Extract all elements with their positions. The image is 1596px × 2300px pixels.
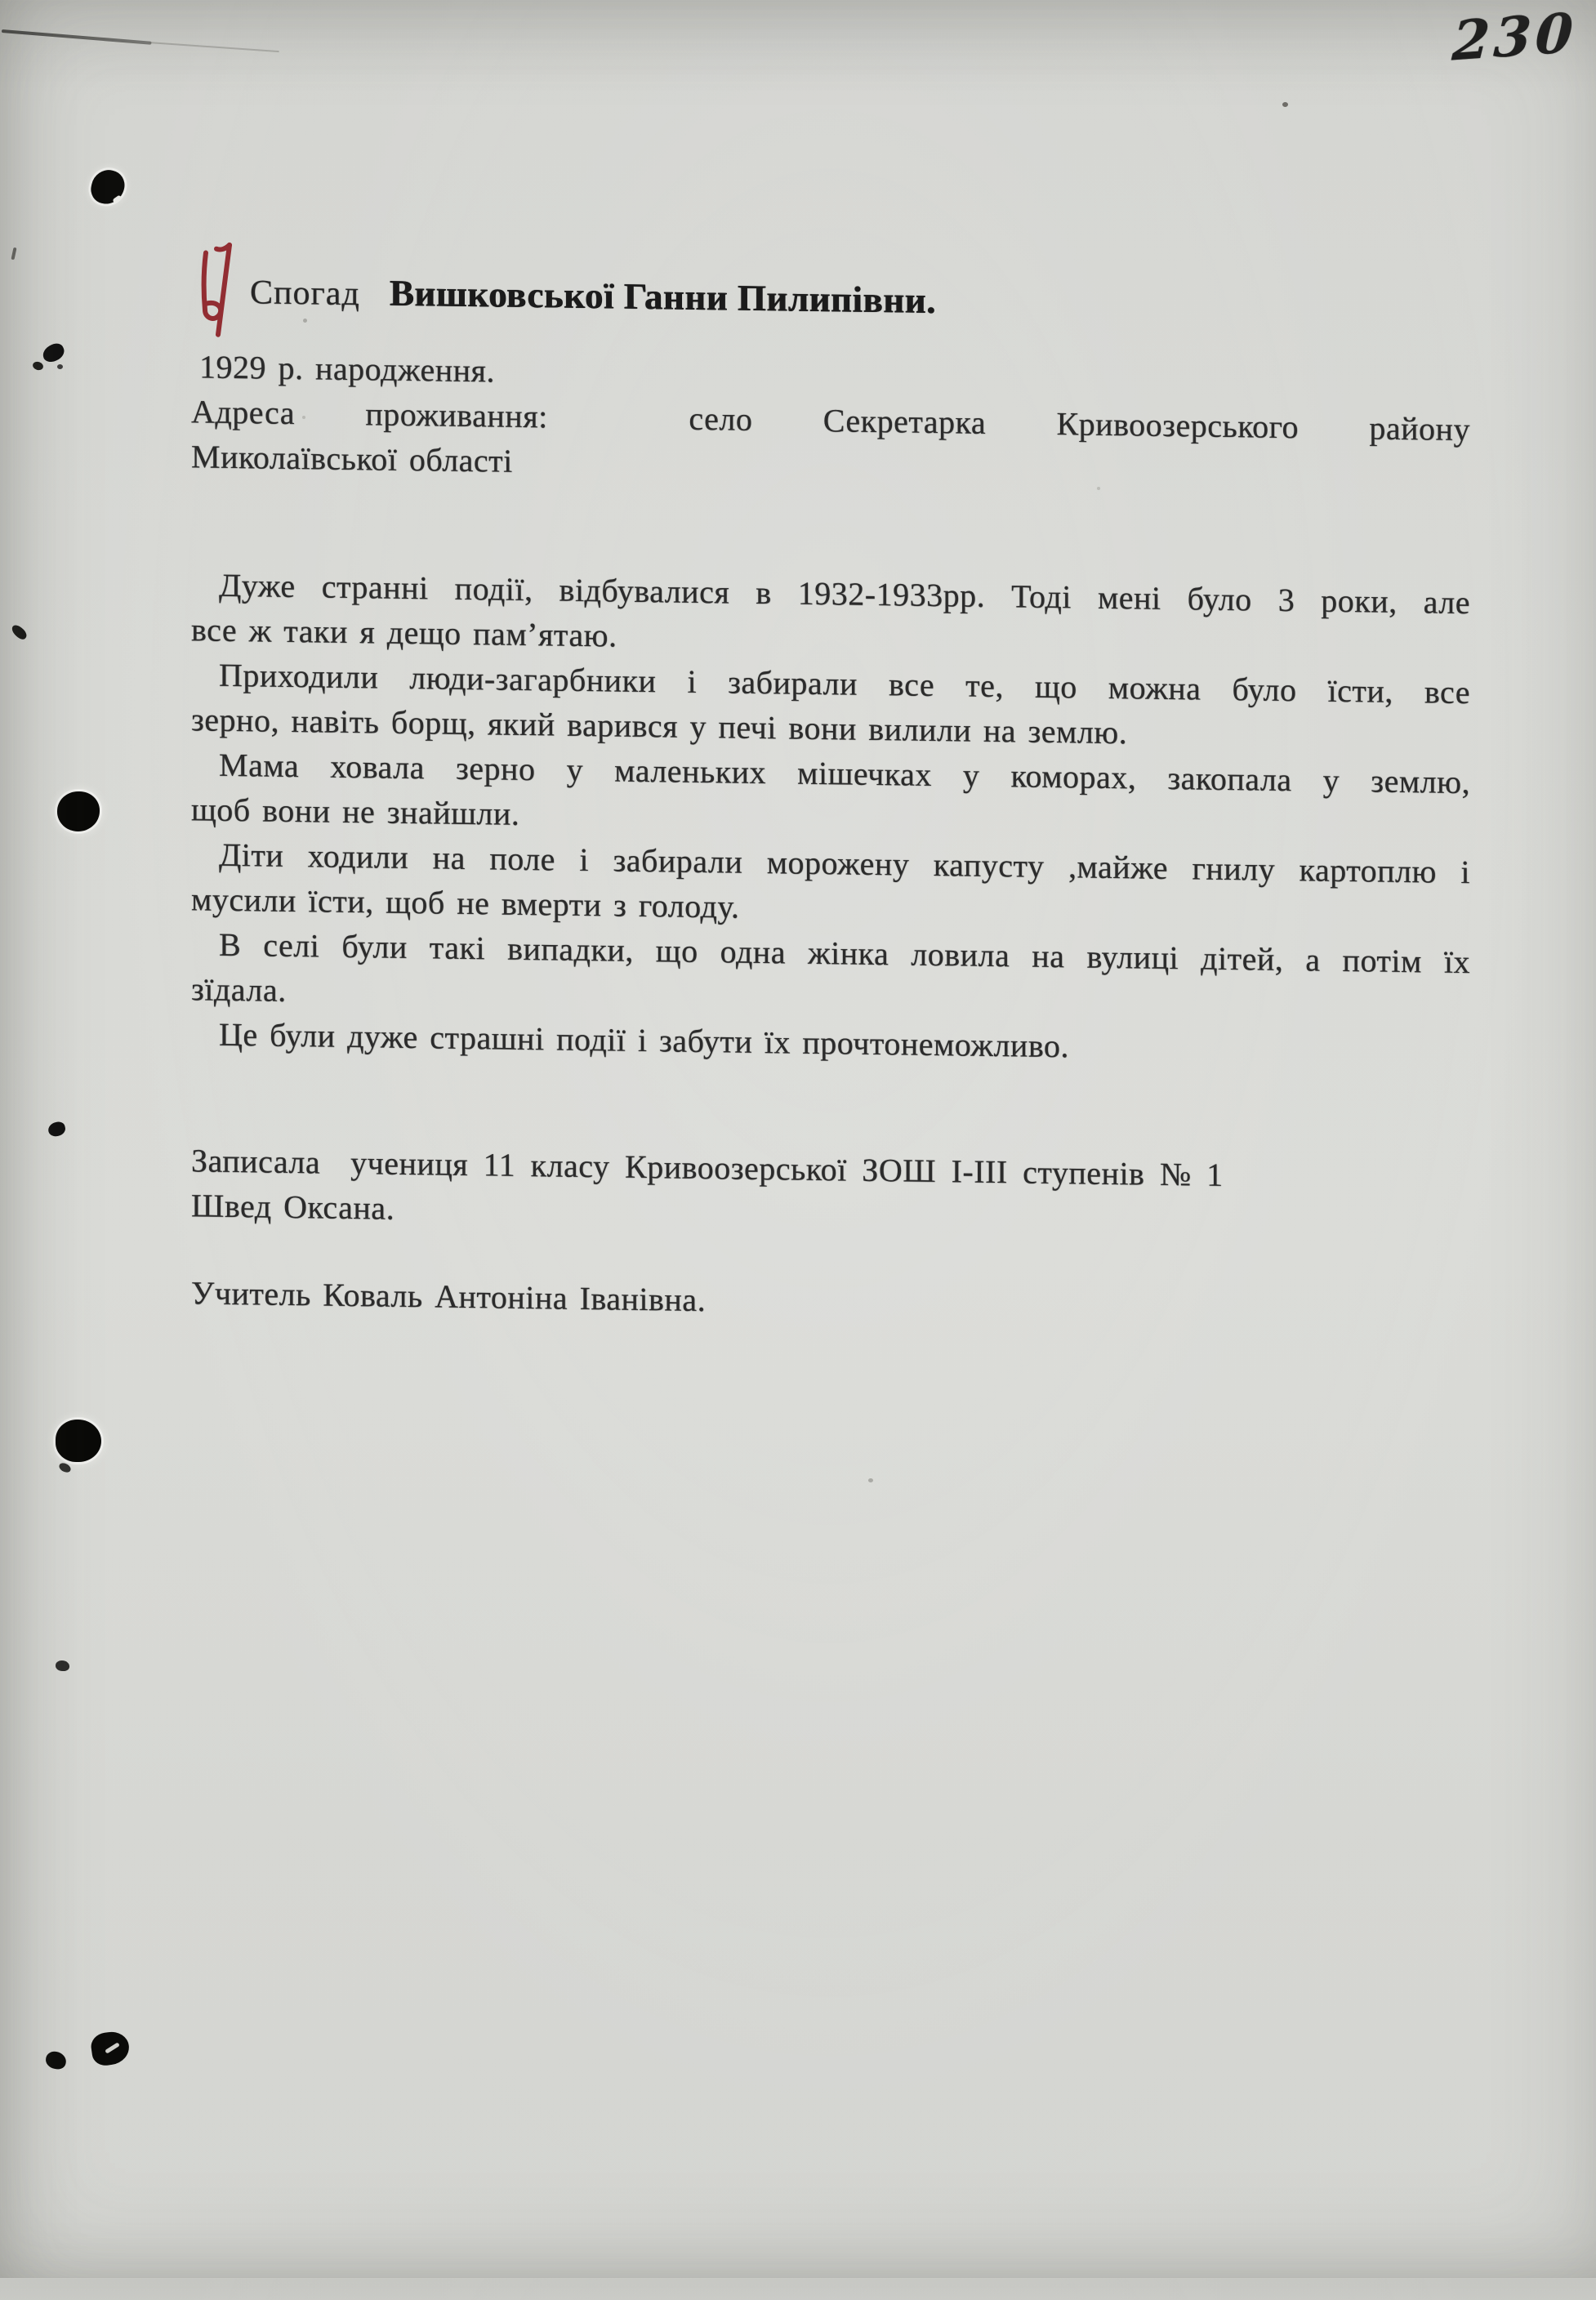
memoir-line: щоб вони не знайшли.	[191, 791, 520, 832]
red-check-mark	[194, 241, 240, 341]
recorded-by-line: Записала учениця 11 класу Кривоозерської ЗОШ І-ІІІ ступенів № 1	[191, 1142, 1224, 1193]
memoir-line: все ж таки я дещо пам’ятаю.	[191, 611, 617, 654]
memoir-line: Діти ходили на поле і забирали морожену капусту ,майже гнилу картоплю і	[219, 836, 1470, 891]
address-word: Кривоозерського	[1056, 405, 1300, 446]
memoir-line: зїдала.	[191, 970, 287, 1009]
memoir-line: зерно, навіть борщ, який варився у печі вони вилили на землю.	[191, 701, 1128, 751]
memoir-line: Приходили люди-загарбники і забирали все те, що можна було їсти, все	[219, 656, 1470, 711]
title-prefix: Спогад	[250, 274, 360, 314]
birth-year-line: 1929 р. народження.	[199, 348, 495, 390]
document-title	[250, 266, 936, 327]
page-number-handwritten: 230	[1451, 0, 1579, 74]
address-word: Секретарка	[823, 402, 987, 441]
memoir-line: Мама ховала зерно у маленьких мішечках у коморах, закопала у землю,	[219, 746, 1470, 801]
address-word: району	[1369, 409, 1470, 448]
address-word: Адреса	[191, 393, 295, 432]
address-word: проживання:	[365, 395, 548, 435]
address-region-line: Миколаївської області	[191, 438, 513, 479]
memoir-line: В селі були такі випадки, що одна жінка ловила на вулиці дітей, а потім їх	[219, 925, 1470, 981]
memoir-line: Це були дуже страшні події і забути їх прочтонеможливо.	[219, 1015, 1069, 1065]
teacher-line: Учитель Коваль Антоніна Іванівна.	[191, 1274, 707, 1319]
address-word: село	[689, 399, 753, 438]
memoir-line: мусили їсти, щоб не вмерти з голоду.	[191, 880, 740, 925]
memoir-line: Дуже странні події, відбувалися в 1932-1933рр. Тоді мені було 3 роки, але	[219, 566, 1470, 622]
recorder-name-line: Швед Оксана.	[191, 1187, 395, 1227]
title-person-name: Вишковської Ганни Пилипівни.	[389, 272, 936, 321]
